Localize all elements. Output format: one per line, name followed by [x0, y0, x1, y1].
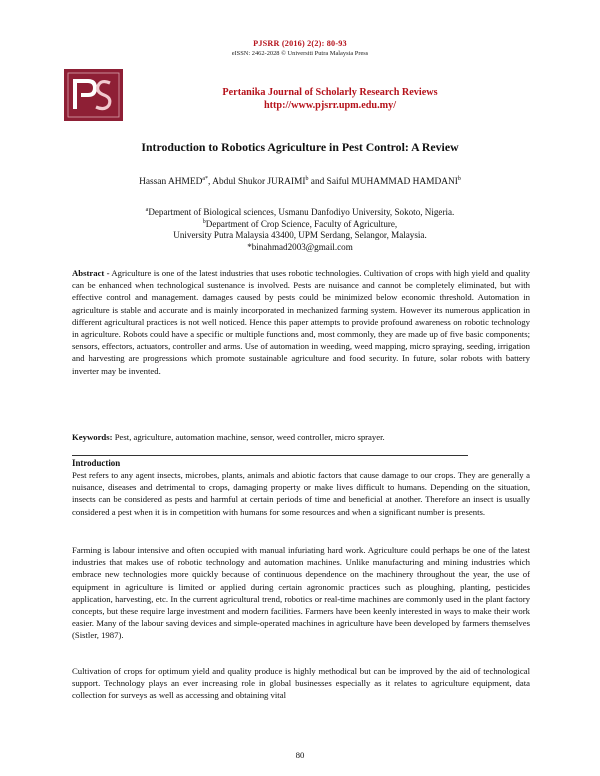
author-superscript: b: [305, 176, 309, 182]
author-list: [0, 176, 600, 187]
page-number: 80: [295, 750, 305, 760]
keywords-label: Keywords:: [72, 432, 113, 442]
section-divider: [72, 455, 468, 456]
author-separator: ,: [208, 177, 213, 188]
abstract-text: Agriculture is one of the latest industries that uses robotic technologies. Cultivation of crops with high yield and quality can be enhanced when technological sustenance is involved. Pests are nuisance and cannot be completely eliminated, but with effective control and management. damages caused by pests could be minimized below economic threshold. Automation in agriculture is stable and accurate and is mainly incorporated in mechanized farming system. However its numerous application in different agricultural practices is not well noticed. Hence this paper attempts to provide profound awareness on robotic technology in agriculture. Robots could have a specific or multiple functions and, most commonly, they are made up of five basic components; sensors, effectors, actuators, controller and arms. Use of automation in weeding, weed mapping, micro spraying, seeding, irrigation and harvesting are progressions which promote sustainable agriculture and food security. In future, solar robots with battery inverter may be invented.: [72, 268, 530, 376]
abstract: [72, 267, 530, 377]
journal-url[interactable]: http://www.pjsrr.upm.edu.my/: [263, 100, 397, 111]
section-heading: Introduction: [72, 458, 121, 468]
abstract-label: Abstract -: [72, 268, 110, 278]
author-superscript: b: [457, 176, 461, 182]
author-superscript: a*: [202, 176, 209, 182]
eissn-line: eISSN: 2462-2028 © Universiti Putra Malaysia Press: [231, 50, 369, 57]
keywords-text: Pest, agriculture, automation machine, sensor, weed controller, micro sprayer.: [112, 432, 385, 442]
email-address[interactable]: binahmad2003@gmail.com: [251, 242, 353, 252]
email-asterisk: *: [247, 242, 252, 252]
author-name: Saiful MUHAMMAD HAMDANI: [326, 177, 458, 188]
journal-logo: [64, 69, 123, 121]
affiliation-superscript: a: [145, 207, 149, 213]
affiliation-superscript: b: [202, 219, 206, 225]
paragraph: Cultivation of crops for optimum yield and quality produce is highly methodical but can be improved by the aid of technological support. Technology plays an ever increasing role in global businesses especially as it relates to agriculture equipment, data collection for surveys as well as accessing and obtaining vital: [72, 666, 530, 701]
paragraph: Farming is labour intensive and often occupied with manual infuriating hard work. Agriculture could perhaps be one of the latest industries that makes use of robotic technology and automation machines. Unlike manufacturing and mining industries which embrace new technologies more quickly because of continuous dependence on the machinery throughout the year, the use of equipment in agriculture is limited or applied during certain agronomic practices such as ploughing, planting, pesticides application, harvesting, etc. In the current agricultural trend, robotics or real-time machines are commonly used in the plant factory concepts, but these require large investment and modern facilities. Farmers have been keenly interested in ways to make their work easier. Many of the labour saving devices and simple-operated machines in agriculture have been developed by farmers themselves (Sistler, 1987).: [72, 545, 530, 641]
corresponding-email: [0, 241, 600, 253]
affiliation-text: Department of Crop Science, Faculty of Agriculture,: [205, 219, 398, 230]
author-name: Abdul Shukor JURAIMI: [212, 177, 306, 188]
keywords: [72, 431, 530, 443]
affiliation-b-line2: University Putra Malaysia 43400, UPM Serdang, Selangor, Malaysia.: [173, 230, 427, 240]
affiliation-text: Department of Biological sciences, Usmanu Danfodiyo University, Sokoto, Nigeria.: [148, 207, 455, 218]
author-name: Hassan AHMED: [139, 177, 203, 188]
paragraph: Pest refers to any agent insects, microbes, plants, animals and abiotic factors that cause damage to our crops. They are generally a nuisance, diseases and detrimental to crops, damaging property or make lives difficult to humans. Depending on the situation, insects can be considered as pests and harmful at certain periods of time and beneficial at another. Therefore an insect is usually considered a pest when it is in competition with humans for some resources and when a significant number is presents.: [72, 470, 530, 517]
journal-reference: PJSRR (2016) 2(2): 80-93: [253, 39, 347, 48]
journal-name: Pertanika Journal of Scholarly Research Reviews: [222, 87, 438, 98]
author-separator: and: [308, 177, 327, 188]
affiliation-b: [0, 216, 600, 230]
paper-title: Introduction to Robotics Agriculture in Pest Control: A Review: [141, 140, 459, 154]
